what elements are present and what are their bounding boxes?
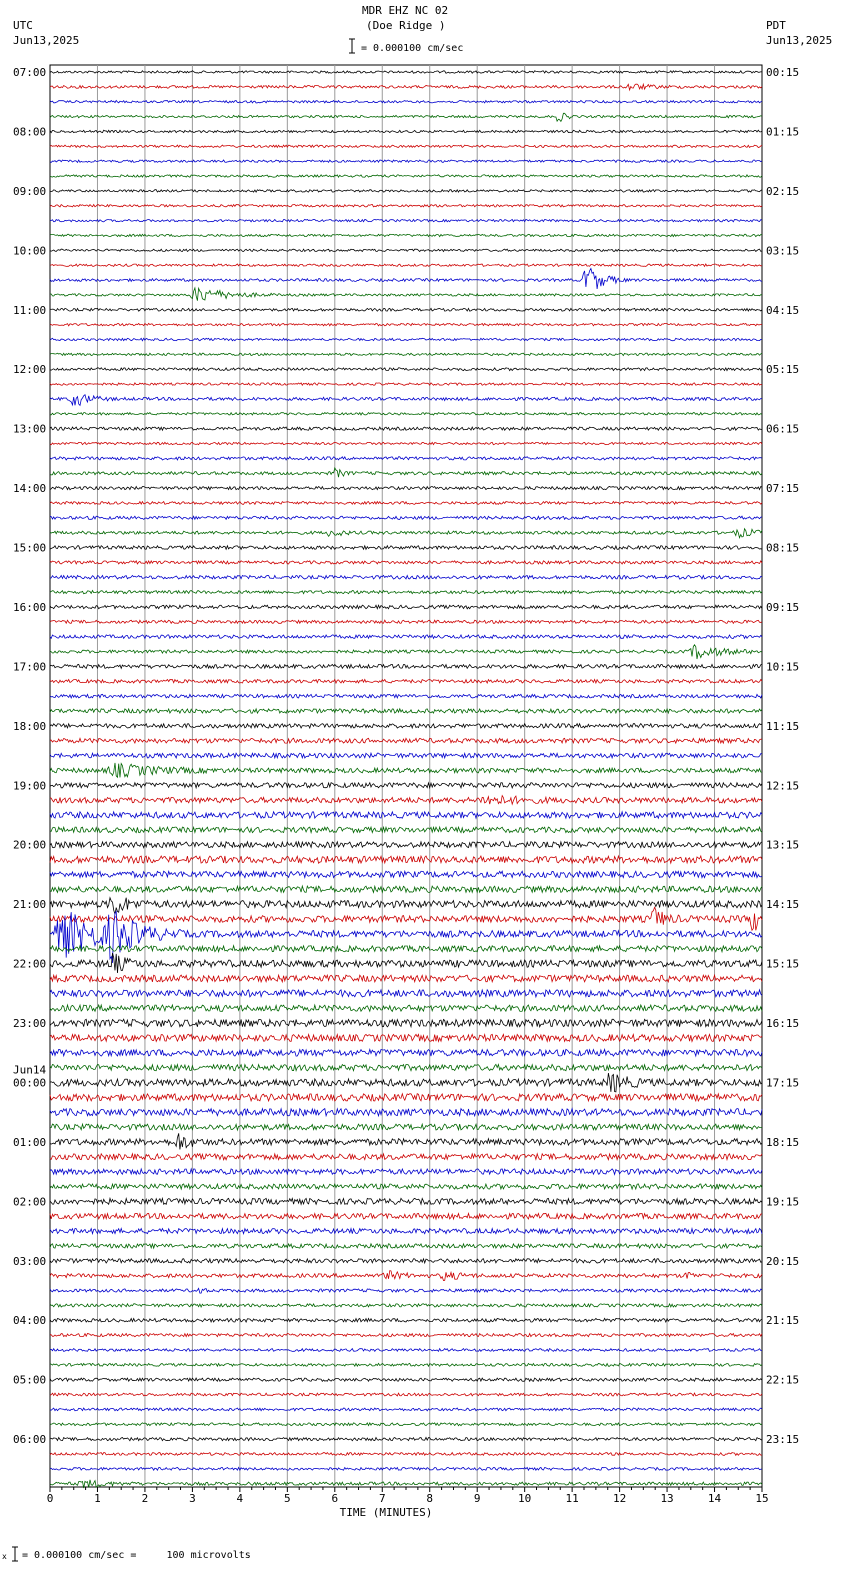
utc-hour-label: 03:00	[13, 1254, 47, 1268]
pdt-hour-label: 03:15	[766, 244, 800, 258]
seismic-trace	[50, 561, 762, 564]
seismic-trace	[50, 620, 762, 623]
station-location: (Doe Ridge )	[366, 19, 446, 32]
x-tick-label: 1	[94, 1492, 101, 1505]
pdt-date: Jun13,2025	[766, 34, 833, 47]
seismic-trace	[50, 288, 762, 301]
seismic-trace	[50, 101, 762, 103]
seismic-trace	[50, 812, 762, 818]
x-tick-label: 9	[473, 1492, 481, 1505]
x-tick-label: 8	[426, 1492, 434, 1505]
utc-hour-label: 16:00	[13, 600, 47, 614]
pdt-hour-label: 13:15	[766, 838, 800, 852]
seismic-trace	[50, 1133, 762, 1149]
utc-hour-label: 02:00	[13, 1195, 47, 1209]
utc-hour-label: 07:00	[13, 66, 47, 79]
seismic-trace	[50, 71, 762, 73]
seismic-trace	[50, 871, 762, 877]
seismic-trace	[50, 898, 762, 915]
svg-text:x: x	[2, 1552, 7, 1561]
pdt-hour-label: 12:15	[766, 779, 800, 793]
seismic-trace	[50, 738, 762, 743]
pdt-hour-label: 07:15	[766, 482, 800, 496]
seismic-trace	[50, 694, 762, 698]
utc-hour-label: 17:00	[13, 660, 47, 674]
utc-label: UTC	[13, 19, 33, 32]
seismic-trace	[50, 264, 762, 266]
pdt-label: PDT	[766, 19, 786, 32]
seismic-trace	[50, 113, 762, 121]
pdt-hour-label: 00:15	[766, 66, 800, 79]
seismic-trace	[50, 1334, 762, 1337]
x-tick-label: 6	[331, 1492, 339, 1505]
seismic-trace	[50, 1064, 762, 1070]
seismic-trace	[50, 990, 762, 997]
seismic-trace	[50, 827, 762, 833]
seismic-trace	[50, 234, 762, 236]
seismic-trace	[50, 1423, 762, 1426]
seismic-trace	[50, 1318, 762, 1322]
seismic-trace	[50, 664, 762, 668]
seismic-trace	[50, 975, 762, 982]
utc-hour-label: 00:00	[13, 1076, 47, 1090]
seismic-trace	[50, 783, 762, 788]
x-tick-label: 3	[189, 1492, 196, 1505]
utc-hour-label: 15:00	[13, 541, 47, 555]
seismic-trace	[50, 953, 762, 973]
seismic-trace	[50, 529, 762, 538]
seismic-trace	[50, 1109, 762, 1116]
seismic-trace	[50, 1453, 762, 1456]
seismic-trace	[50, 1124, 762, 1130]
seismic-trace	[50, 413, 762, 415]
utc-hour-label: 01:00	[13, 1135, 47, 1149]
seismic-trace	[50, 907, 762, 930]
utc-hour-label: 04:00	[13, 1314, 47, 1328]
seismic-trace	[50, 395, 762, 406]
x-axis-label: TIME (MINUTES)	[339, 1506, 433, 1519]
seismic-trace	[50, 1259, 762, 1263]
seismic-trace	[50, 1213, 762, 1219]
seismic-trace	[50, 1019, 762, 1027]
seismic-trace	[50, 1094, 762, 1101]
seismic-trace	[50, 1438, 762, 1441]
pdt-hour-label: 17:15	[766, 1076, 800, 1090]
seismic-trace	[50, 269, 762, 290]
utc-hour-label: 05:00	[13, 1373, 47, 1387]
utc-hour-label: 23:00	[13, 1017, 47, 1031]
pdt-hour-label: 20:15	[766, 1254, 800, 1268]
seismic-trace	[50, 353, 762, 355]
seismic-trace	[50, 1198, 762, 1204]
seismic-trace	[50, 249, 762, 251]
seismic-trace	[50, 680, 762, 684]
x-tick-label: 2	[141, 1492, 149, 1505]
pdt-hour-label: 22:15	[766, 1373, 800, 1387]
pdt-hour-label: 04:15	[766, 303, 800, 317]
pdt-hour-label: 06:15	[766, 422, 800, 436]
x-tick-label: 5	[284, 1492, 291, 1505]
footer-scale-label: = 0.000100 cm/sec = 100 microvolts	[22, 1550, 251, 1561]
pdt-hour-label: 21:15	[766, 1314, 800, 1328]
seismic-trace	[50, 145, 762, 147]
seismic-trace	[50, 1408, 762, 1411]
utc-hour-label: 08:00	[13, 125, 47, 139]
seismic-trace	[50, 308, 762, 311]
seismic-trace	[50, 1288, 762, 1293]
utc-hour-label: 12:00	[13, 363, 47, 377]
utc-hour-label: 09:00	[13, 184, 47, 198]
x-tick-label: 15	[755, 1492, 769, 1505]
utc-hour-label: 06:00	[13, 1433, 47, 1447]
seismic-trace	[50, 1169, 762, 1175]
seismic-trace	[50, 1304, 762, 1307]
seismic-trace	[50, 1005, 762, 1011]
x-tick-label: 11	[565, 1492, 579, 1505]
seismic-trace	[50, 383, 762, 385]
pdt-hour-label: 11:15	[766, 719, 800, 733]
seismic-trace	[50, 468, 762, 477]
pdt-hour-label: 18:15	[766, 1135, 800, 1149]
pdt-hour-label: 02:15	[766, 184, 800, 198]
pdt-hour-label: 09:15	[766, 600, 800, 614]
seismic-trace	[50, 635, 762, 639]
seismic-trace	[50, 575, 762, 579]
utc-hour-label: 20:00	[13, 838, 47, 852]
scale-label: = 0.000100 cm/sec	[361, 43, 464, 54]
utc-hour-label: 11:00	[13, 303, 47, 317]
seismic-trace	[50, 1363, 762, 1366]
pdt-hour-label: 05:15	[766, 363, 800, 377]
utc-hour-label: 13:00	[13, 422, 47, 436]
x-tick-label: 7	[378, 1492, 386, 1505]
seismic-trace	[50, 886, 762, 892]
seismic-trace	[50, 457, 762, 460]
utc-date: Jun13,2025	[13, 34, 80, 47]
utc-hour-label: 18:00	[13, 719, 47, 733]
x-tick-label: 13	[660, 1492, 674, 1505]
seismic-trace	[50, 591, 762, 594]
seismic-trace	[50, 205, 762, 207]
seismic-trace	[50, 130, 762, 132]
seismic-trace	[50, 516, 762, 519]
pdt-hour-label: 14:15	[766, 898, 800, 912]
seismic-trace	[50, 1271, 762, 1281]
pdt-hour-label: 08:15	[766, 541, 800, 555]
seismic-trace	[50, 1349, 762, 1352]
seismic-trace	[50, 856, 762, 863]
pdt-hour-label: 15:15	[766, 957, 800, 971]
seismic-trace	[50, 1073, 762, 1092]
seismic-trace	[50, 605, 762, 609]
seismic-trace	[50, 1229, 762, 1234]
seismic-trace	[50, 442, 762, 444]
seismic-trace	[50, 175, 762, 177]
utc-hour-label: 21:00	[13, 898, 47, 912]
seismic-trace	[50, 842, 762, 848]
seismic-trace	[50, 1034, 762, 1041]
date-change-label: Jun14	[13, 1063, 47, 1077]
seismic-trace	[50, 323, 762, 325]
x-tick-label: 12	[612, 1492, 627, 1505]
seismic-trace	[50, 645, 762, 659]
pdt-hour-label: 10:15	[766, 660, 800, 674]
seismic-trace	[50, 946, 762, 952]
seismic-trace	[50, 487, 762, 490]
seismic-trace	[50, 219, 762, 221]
plot-frame	[50, 65, 762, 1487]
utc-hour-label: 10:00	[13, 244, 47, 258]
footer-scale-icon	[2, 1546, 18, 1562]
seismic-trace	[50, 427, 762, 430]
pdt-hour-label: 16:15	[766, 1017, 800, 1031]
seismic-trace	[50, 1244, 762, 1248]
seismic-trace	[50, 1378, 762, 1381]
seismic-trace	[50, 1184, 762, 1189]
x-tick-label: 14	[707, 1492, 722, 1505]
utc-hour-label: 19:00	[13, 779, 47, 793]
seismic-trace	[50, 190, 762, 192]
seismic-trace	[50, 796, 762, 805]
seismic-trace	[50, 724, 762, 728]
seismic-trace	[50, 1154, 762, 1160]
seismic-trace	[50, 502, 762, 505]
seismic-trace	[50, 338, 762, 340]
seismic-trace	[50, 546, 762, 550]
utc-hour-label: 14:00	[13, 482, 47, 496]
seismic-trace	[50, 84, 762, 90]
x-tick-label: 4	[236, 1492, 244, 1505]
x-tick-label: 10	[518, 1492, 532, 1505]
seismic-trace	[50, 1393, 762, 1396]
seismic-trace	[50, 368, 762, 371]
seismic-trace	[50, 753, 762, 758]
seismic-trace	[50, 1467, 762, 1470]
seismic-trace	[50, 911, 762, 963]
utc-hour-label: 22:00	[13, 957, 47, 971]
seismic-trace	[50, 763, 762, 778]
station-title: MDR EHZ NC 02	[362, 4, 449, 17]
pdt-hour-label: 23:15	[766, 1433, 800, 1447]
seismic-trace	[50, 709, 762, 713]
pdt-hour-label: 01:15	[766, 125, 800, 139]
pdt-hour-label: 19:15	[766, 1195, 800, 1209]
x-tick-label: 0	[46, 1492, 54, 1505]
seismic-trace	[50, 160, 762, 162]
seismic-trace	[50, 1049, 762, 1056]
